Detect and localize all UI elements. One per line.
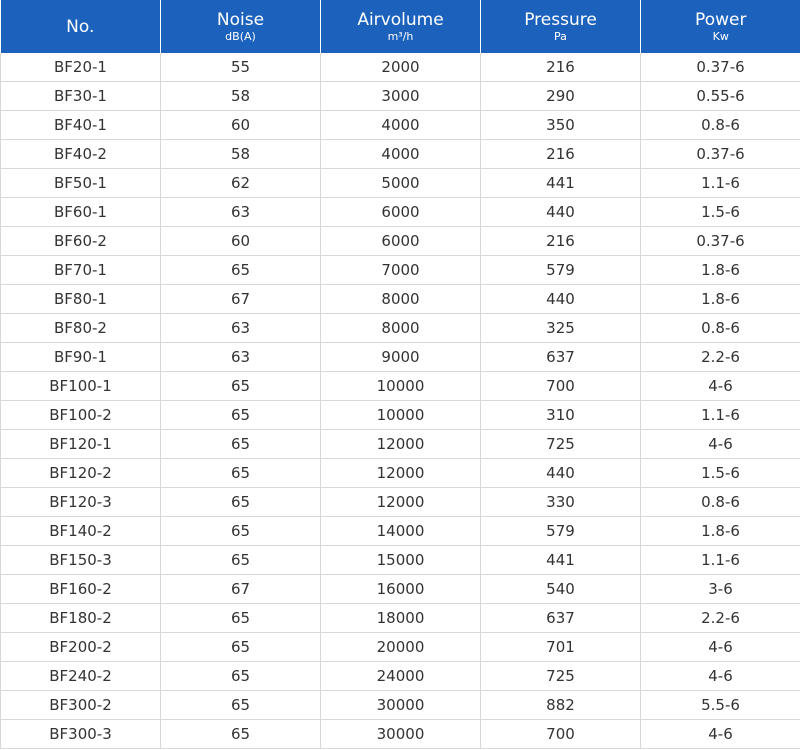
pressure-cell: 216 bbox=[481, 140, 641, 169]
noise-cell: 63 bbox=[161, 314, 321, 343]
model-cell: BF100-1 bbox=[1, 372, 161, 401]
pressure-cell: 440 bbox=[481, 459, 641, 488]
noise-cell: 58 bbox=[161, 140, 321, 169]
model-cell: BF180-2 bbox=[1, 604, 161, 633]
noise-cell: 65 bbox=[161, 372, 321, 401]
table-row bbox=[1, 314, 800, 343]
pressure-cell: 882 bbox=[481, 691, 641, 720]
table-row bbox=[1, 227, 800, 256]
model-cell: BF40-2 bbox=[1, 140, 161, 169]
power-cell: 0.8-6 bbox=[641, 488, 800, 517]
airvolume-cell: 12000 bbox=[321, 488, 481, 517]
pressure-cell: 579 bbox=[481, 256, 641, 285]
table-row bbox=[1, 633, 800, 662]
column-header-label: Pressure bbox=[524, 10, 597, 30]
model-cell: BF30-1 bbox=[1, 82, 161, 111]
column-header-label: Power bbox=[695, 10, 747, 30]
table-row bbox=[1, 140, 800, 169]
column-header-unit: Kw bbox=[712, 30, 729, 43]
power-cell: 2.2-6 bbox=[641, 343, 800, 372]
model-cell: BF120-2 bbox=[1, 459, 161, 488]
noise-cell: 67 bbox=[161, 575, 321, 604]
airvolume-cell: 30000 bbox=[321, 691, 481, 720]
model-cell: BF300-2 bbox=[1, 691, 161, 720]
table-row bbox=[1, 720, 800, 749]
pressure-cell: 350 bbox=[481, 111, 641, 140]
table-row bbox=[1, 372, 800, 401]
pressure-cell: 310 bbox=[481, 401, 641, 430]
table-row bbox=[1, 430, 800, 459]
table-row bbox=[1, 343, 800, 372]
model-cell: BF60-2 bbox=[1, 227, 161, 256]
noise-cell: 60 bbox=[161, 227, 321, 256]
model-cell: BF160-2 bbox=[1, 575, 161, 604]
table-row bbox=[1, 459, 800, 488]
pressure-cell: 540 bbox=[481, 575, 641, 604]
noise-cell: 55 bbox=[161, 53, 321, 82]
airvolume-cell: 20000 bbox=[321, 633, 481, 662]
pressure-cell: 441 bbox=[481, 546, 641, 575]
noise-cell: 62 bbox=[161, 169, 321, 198]
airvolume-cell: 9000 bbox=[321, 343, 481, 372]
pressure-cell: 701 bbox=[481, 633, 641, 662]
noise-cell: 63 bbox=[161, 343, 321, 372]
power-cell: 0.55-6 bbox=[641, 82, 800, 111]
noise-cell: 65 bbox=[161, 662, 321, 691]
table-row bbox=[1, 198, 800, 227]
model-cell: BF240-2 bbox=[1, 662, 161, 691]
noise-cell: 65 bbox=[161, 459, 321, 488]
power-cell: 1.1-6 bbox=[641, 169, 800, 198]
power-cell: 3-6 bbox=[641, 575, 800, 604]
table-header bbox=[1, 0, 800, 53]
airvolume-cell: 5000 bbox=[321, 169, 481, 198]
column-header-label: Noise bbox=[216, 10, 265, 30]
column-header-unit: Pa bbox=[554, 30, 567, 43]
power-cell: 4-6 bbox=[641, 662, 800, 691]
power-cell: 1.8-6 bbox=[641, 256, 800, 285]
noise-cell: 60 bbox=[161, 111, 321, 140]
pressure-cell: 725 bbox=[481, 430, 641, 459]
power-cell: 1.8-6 bbox=[641, 517, 800, 546]
model-cell: BF120-3 bbox=[1, 488, 161, 517]
power-cell: 0.37-6 bbox=[641, 140, 800, 169]
pressure-cell: 637 bbox=[481, 343, 641, 372]
airvolume-cell: 15000 bbox=[321, 546, 481, 575]
table-row bbox=[1, 662, 800, 691]
noise-cell: 65 bbox=[161, 633, 321, 662]
noise-cell: 65 bbox=[161, 691, 321, 720]
table-row bbox=[1, 256, 800, 285]
power-cell: 1.1-6 bbox=[641, 546, 800, 575]
airvolume-cell: 18000 bbox=[321, 604, 481, 633]
pressure-cell: 290 bbox=[481, 82, 641, 111]
column-header-unit: m³/h bbox=[387, 30, 414, 43]
noise-cell: 65 bbox=[161, 488, 321, 517]
airvolume-cell: 7000 bbox=[321, 256, 481, 285]
model-cell: BF70-1 bbox=[1, 256, 161, 285]
airvolume-cell: 30000 bbox=[321, 720, 481, 749]
airvolume-cell: 4000 bbox=[321, 140, 481, 169]
power-cell: 1.5-6 bbox=[641, 459, 800, 488]
table-row bbox=[1, 53, 800, 82]
table-row bbox=[1, 401, 800, 430]
pressure-cell: 700 bbox=[481, 720, 641, 749]
noise-cell: 65 bbox=[161, 546, 321, 575]
model-cell: BF40-1 bbox=[1, 111, 161, 140]
noise-cell: 65 bbox=[161, 720, 321, 749]
table-row bbox=[1, 546, 800, 575]
airvolume-cell: 3000 bbox=[321, 82, 481, 111]
airvolume-cell: 24000 bbox=[321, 662, 481, 691]
noise-cell: 67 bbox=[161, 285, 321, 314]
table-row bbox=[1, 285, 800, 314]
power-cell: 1.1-6 bbox=[641, 401, 800, 430]
power-cell: 4-6 bbox=[641, 633, 800, 662]
airvolume-cell: 16000 bbox=[321, 575, 481, 604]
table-row bbox=[1, 517, 800, 546]
column-header-label: Airvolume bbox=[357, 10, 444, 30]
table-row bbox=[1, 691, 800, 720]
pressure-cell: 579 bbox=[481, 517, 641, 546]
model-cell: BF80-1 bbox=[1, 285, 161, 314]
power-cell: 4-6 bbox=[641, 430, 800, 459]
power-cell: 1.8-6 bbox=[641, 285, 800, 314]
pressure-cell: 440 bbox=[481, 198, 641, 227]
pressure-cell: 330 bbox=[481, 488, 641, 517]
column-header-airvolume bbox=[321, 0, 481, 53]
power-cell: 1.5-6 bbox=[641, 198, 800, 227]
pressure-cell: 637 bbox=[481, 604, 641, 633]
power-cell: 5.5-6 bbox=[641, 691, 800, 720]
table-row bbox=[1, 169, 800, 198]
column-header-pressure bbox=[481, 0, 641, 53]
airvolume-cell: 10000 bbox=[321, 401, 481, 430]
model-cell: BF100-2 bbox=[1, 401, 161, 430]
noise-cell: 65 bbox=[161, 430, 321, 459]
pressure-cell: 441 bbox=[481, 169, 641, 198]
noise-cell: 58 bbox=[161, 82, 321, 111]
pressure-cell: 700 bbox=[481, 372, 641, 401]
header-row bbox=[1, 0, 800, 53]
model-cell: BF60-1 bbox=[1, 198, 161, 227]
pressure-cell: 216 bbox=[481, 227, 641, 256]
model-cell: BF150-3 bbox=[1, 546, 161, 575]
pressure-cell: 325 bbox=[481, 314, 641, 343]
table-body bbox=[1, 53, 800, 749]
power-cell: 0.8-6 bbox=[641, 111, 800, 140]
power-cell: 4-6 bbox=[641, 372, 800, 401]
airvolume-cell: 12000 bbox=[321, 430, 481, 459]
airvolume-cell: 8000 bbox=[321, 285, 481, 314]
column-header-power bbox=[641, 0, 800, 53]
column-header-label: No. bbox=[66, 16, 95, 37]
airvolume-cell: 4000 bbox=[321, 111, 481, 140]
table-row bbox=[1, 111, 800, 140]
noise-cell: 65 bbox=[161, 401, 321, 430]
model-cell: BF140-2 bbox=[1, 517, 161, 546]
power-cell: 0.37-6 bbox=[641, 53, 800, 82]
pressure-cell: 216 bbox=[481, 53, 641, 82]
column-header-model bbox=[1, 0, 161, 53]
noise-cell: 63 bbox=[161, 198, 321, 227]
airvolume-cell: 14000 bbox=[321, 517, 481, 546]
model-cell: BF120-1 bbox=[1, 430, 161, 459]
column-header-unit: dB(A) bbox=[225, 30, 256, 43]
model-cell: BF200-2 bbox=[1, 633, 161, 662]
table-row bbox=[1, 82, 800, 111]
pressure-cell: 725 bbox=[481, 662, 641, 691]
power-cell: 4-6 bbox=[641, 720, 800, 749]
airvolume-cell: 6000 bbox=[321, 227, 481, 256]
table-row bbox=[1, 604, 800, 633]
noise-cell: 65 bbox=[161, 604, 321, 633]
airvolume-cell: 6000 bbox=[321, 198, 481, 227]
noise-cell: 65 bbox=[161, 517, 321, 546]
model-cell: BF300-3 bbox=[1, 720, 161, 749]
column-header-noise bbox=[161, 0, 321, 53]
power-cell: 2.2-6 bbox=[641, 604, 800, 633]
airvolume-cell: 10000 bbox=[321, 372, 481, 401]
power-cell: 0.8-6 bbox=[641, 314, 800, 343]
pressure-cell: 440 bbox=[481, 285, 641, 314]
model-cell: BF80-2 bbox=[1, 314, 161, 343]
model-cell: BF20-1 bbox=[1, 53, 161, 82]
airvolume-cell: 12000 bbox=[321, 459, 481, 488]
airvolume-cell: 8000 bbox=[321, 314, 481, 343]
table-row bbox=[1, 488, 800, 517]
model-cell: BF50-1 bbox=[1, 169, 161, 198]
noise-cell: 65 bbox=[161, 256, 321, 285]
airvolume-cell: 2000 bbox=[321, 53, 481, 82]
power-cell: 0.37-6 bbox=[641, 227, 800, 256]
model-cell: BF90-1 bbox=[1, 343, 161, 372]
table-row bbox=[1, 575, 800, 604]
